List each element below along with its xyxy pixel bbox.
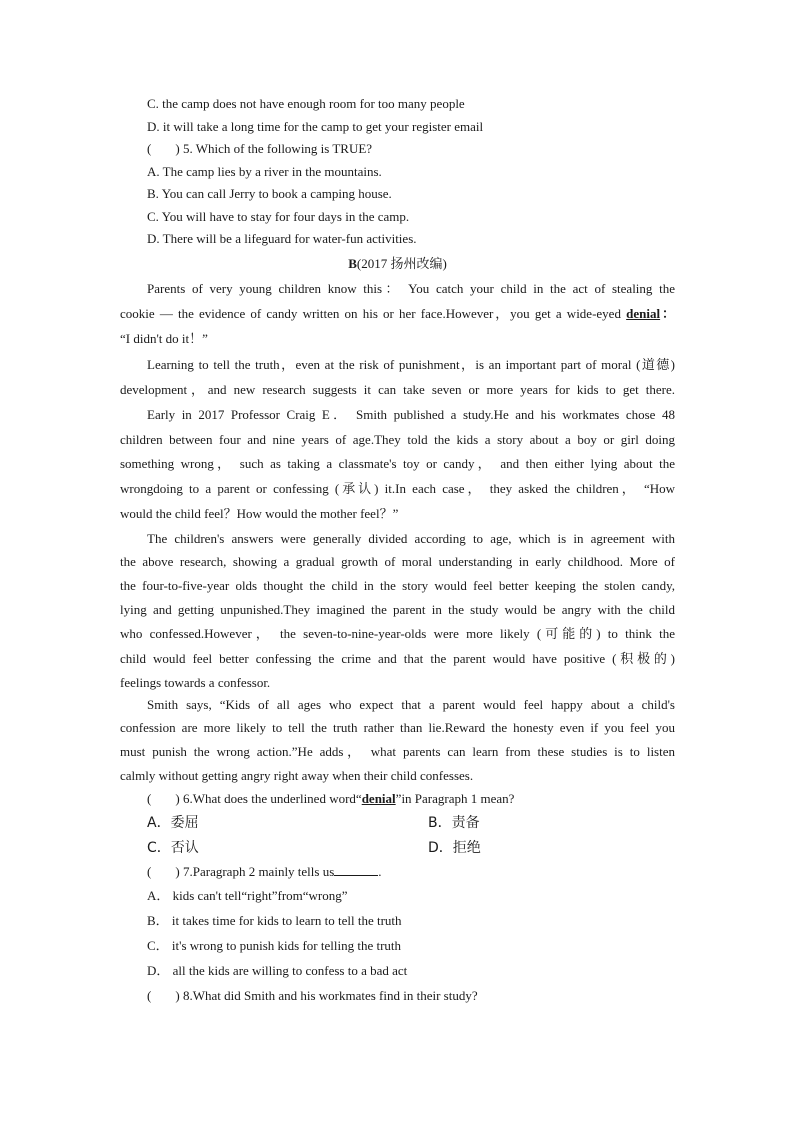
q5-option-c: C. You will have to stay for four days in the camp. bbox=[147, 209, 410, 224]
passage-p3-line4: wrongdoing to a parent or confessing (承认) it.In each case， they asked the children， “How bbox=[120, 481, 675, 496]
q5-option-b: B. You can call Jerry to book a camping house. bbox=[147, 186, 392, 201]
answer-paren[interactable]: ( ) bbox=[147, 864, 180, 879]
passage-p5-line3: must punish the wrong action.”He adds， what parents can learn from these studies is to listen bbox=[120, 744, 675, 759]
q5-option-d: D. There will be a lifeguard for water-fun activities. bbox=[147, 231, 417, 246]
q7-option-c: C． it's wrong to punish kids for telling the truth bbox=[147, 938, 402, 953]
q7-option-b: B． it takes time for kids to learn to tell the truth bbox=[147, 913, 402, 928]
q5-option-a: A. The camp lies by a river in the mountains. bbox=[147, 164, 382, 179]
passage-p1-line1: Parents of very young children know this： You catch your child in the act of stealing the bbox=[147, 281, 675, 296]
q5-stem: ( ) 5. Which of the following is TRUE? bbox=[147, 141, 373, 156]
q7-stem: ( ) 7.Paragraph 2 mainly tells us . bbox=[147, 864, 382, 879]
q6-option-b: B．责备 bbox=[428, 815, 480, 831]
passage-p5-line2: confession are more likely to tell the truth rather than lie.Reward the honesty even if you feel you bbox=[120, 720, 675, 735]
passage-p3-line3: something wrong， such as taking a classmate's toy or candy， and then either lying about the bbox=[120, 456, 675, 471]
fill-blank[interactable] bbox=[334, 864, 378, 876]
answer-paren[interactable]: ( ) bbox=[147, 141, 180, 156]
passage-p4-line1: The children's answers were generally divided according to age, which is in agreement with bbox=[147, 531, 675, 546]
q6-option-c: C．否认 bbox=[147, 840, 199, 856]
passage-p4-line5: who confessed.However， the seven-to-nine-year-olds were more likely (可能的) to think the bbox=[120, 626, 675, 641]
q6-option-d: D．拒绝 bbox=[428, 840, 481, 856]
q6-option-a: A．委屈 bbox=[147, 815, 199, 831]
passage-p4-line6: child would feel better confessing the crime and that the parent would have positive (积极的) bbox=[120, 651, 675, 666]
answer-paren[interactable]: ( ) bbox=[147, 791, 180, 806]
passage-p4-line4: lying and getting unpunished.They imagined the parent in the study would be angry with the child bbox=[120, 602, 675, 617]
passage-p3-line5: would the child feel？How would the mother feel？” bbox=[120, 506, 399, 521]
passage-p5-line1: Smith says, “Kids of all ages who expect that a parent would feel happy about a child's bbox=[147, 697, 675, 712]
section-b-heading: B(2017 扬州改编) bbox=[348, 256, 447, 271]
passage-p1-line3: “I didn't do it！” bbox=[120, 331, 208, 346]
q8-stem: ( ) 8.What did Smith and his workmates find in their study? bbox=[147, 988, 478, 1003]
passage-p2-line1: Learning to tell the truth，even at the risk of punishment，is an important part of moral (道德) bbox=[147, 357, 675, 372]
passage-p4-line2: the above research, showing a gradual growth of moral understanding in early childhood. More of bbox=[120, 554, 675, 569]
q7-option-d: D． all the kids are willing to confess to a bad act bbox=[147, 963, 408, 978]
q7-option-a: A． kids can't tell“right”from“wrong” bbox=[147, 888, 348, 903]
passage-p3-line1: Early in 2017 Professor Craig E． Smith published a study.He and his workmates chose 48 bbox=[147, 407, 675, 422]
passage-p3-line2: children between four and nine years of age.They told the kids a story about a boy or girl doing bbox=[120, 432, 675, 447]
passage-p5-line4: calmly without getting angry right away when their child confesses. bbox=[120, 768, 474, 783]
passage-p2-line2: development，and new research suggests it can take seven or more years for kids to get there. bbox=[120, 382, 675, 397]
q4-option-d: D. it will take a long time for the camp to get your register email bbox=[147, 119, 484, 134]
passage-p4-line3: the four-to-five-year olds thought the child in the story would feel better keeping the stolen candy, bbox=[120, 578, 675, 593]
q6-stem: ( ) 6.What does the underlined word“denial”in Paragraph 1 mean? bbox=[147, 791, 515, 806]
underlined-word-denial: denial bbox=[626, 306, 661, 321]
passage-p4-line7: feelings towards a confessor. bbox=[120, 675, 271, 690]
q4-option-c: C. the camp does not have enough room for too many people bbox=[147, 96, 465, 111]
passage-p1-line2: cookie — the evidence of candy written on his or her face.However，you get a wide-eyed denial： bbox=[120, 306, 676, 321]
answer-paren[interactable]: ( ) bbox=[147, 988, 180, 1003]
